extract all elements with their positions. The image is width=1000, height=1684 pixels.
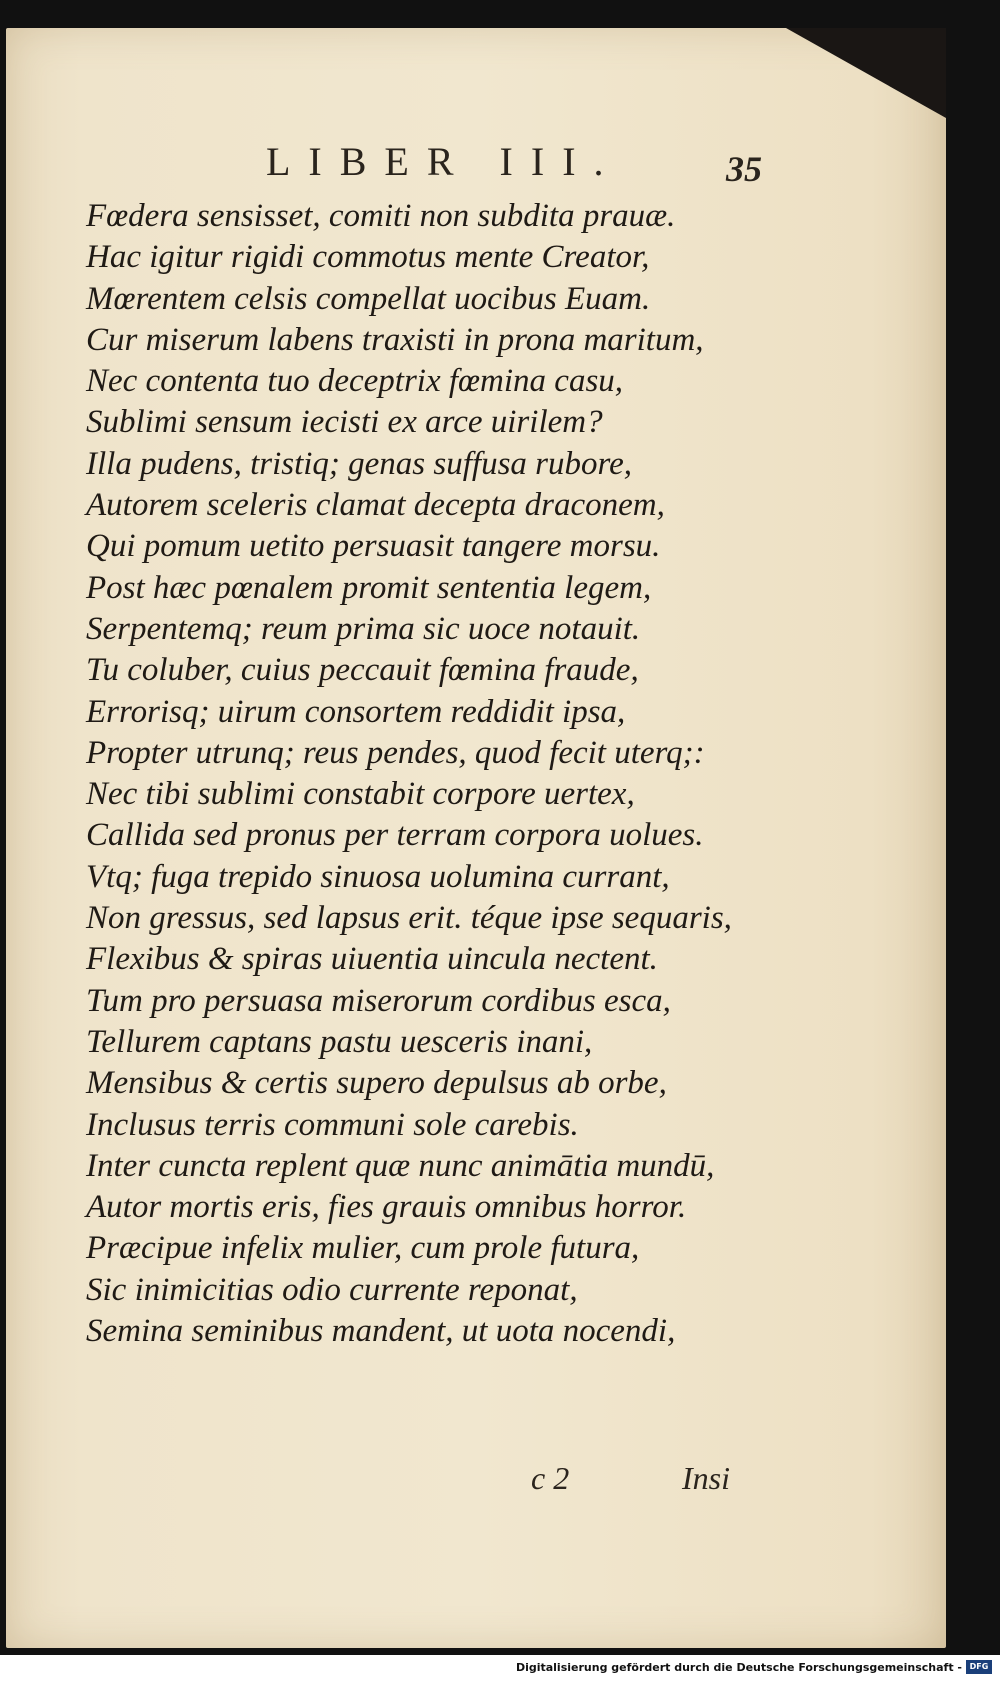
folded-corner — [786, 28, 946, 118]
verse-line: Inclusus terris communi sole carebis. — [86, 1106, 579, 1143]
footer-credit: Digitalisierung gefördert durch die Deutsche Forschungsgemeinschaft - — [515, 1661, 962, 1674]
verse-line: Flexibus & spiras uiuentia uincula nectent. — [86, 941, 658, 978]
verse-line: Qui pomum uetito persuasit tangere morsu. — [86, 528, 661, 565]
verse-line: Illa pudens, tristiq; genas suffusa rubore, — [86, 445, 633, 482]
verse-line: Callida sed pronus per terram corpora uolues. — [86, 817, 704, 854]
verse-line: Sic inimicitias odio currente reponat, — [86, 1271, 578, 1308]
verse-line: Præcipue infelix mulier, cum prole futura, — [86, 1230, 640, 1267]
verse-text — [86, 196, 826, 1352]
page-number: 35 — [726, 149, 762, 189]
verse-line: Serpentemq; reum prima sic uoce notauit. — [86, 610, 641, 647]
verse-line: Sublimi sensum iecisti ex arce uirilem? — [86, 404, 603, 441]
running-head: LIBER III. — [266, 139, 622, 184]
digitization-footer — [0, 1655, 1000, 1684]
verse-line: Hac igitur rigidi commotus mente Creator, — [86, 239, 650, 276]
verse-line: Semina seminibus mandent, ut uota nocendi, — [86, 1313, 676, 1350]
dfg-logo: DFG — [966, 1660, 992, 1674]
verse-line: Nec contenta tuo deceptrix fœmina casu, — [86, 363, 624, 400]
book-page — [6, 28, 946, 1648]
verse-line: Cur miserum labens traxisti in prona maritum, — [86, 321, 704, 358]
verse-line: Fœdera sensisset, comiti non subdita prauæ. — [86, 198, 676, 234]
verse-line: Vtq; fuga trepido sinuosa uolumina currant, — [86, 858, 670, 895]
verse-line: Errorisq; uirum consortem reddidit ipsa, — [86, 693, 626, 730]
verse-line: Mensibus & certis supero depulsus ab orbe, — [86, 1065, 667, 1102]
verse-line: Non gressus, sed lapsus erit. téque ipse sequaris, — [86, 900, 732, 937]
catchword: Insi — [682, 1460, 730, 1496]
verse-line: Autor mortis eris, fies grauis omnibus horror. — [86, 1189, 687, 1226]
verse-line: Tu coluber, cuius peccauit fœmina fraude, — [86, 652, 639, 689]
verse-line: Tellurem captans pastu uesceris inani, — [86, 1023, 593, 1060]
verse-line: Tum pro persuasa miserorum cordibus esca, — [86, 982, 671, 1019]
signature-mark: c 2 — [531, 1460, 570, 1496]
verse-line: Post hæc pœnalem promit sententia legem, — [86, 569, 652, 606]
verse-line: Inter cuncta replent quæ nunc animātia mundū, — [86, 1147, 715, 1184]
verse-line: Propter utrunq; reus pendes, quod fecit uterq;: — [86, 734, 705, 771]
verse-line: Nec tibi sublimi constabit corpore uertex, — [86, 776, 635, 813]
verse-line: Autorem sceleris clamat decepta draconem, — [86, 487, 665, 524]
verse-line: Mœrentem celsis compellat uocibus Euam. — [86, 280, 651, 317]
